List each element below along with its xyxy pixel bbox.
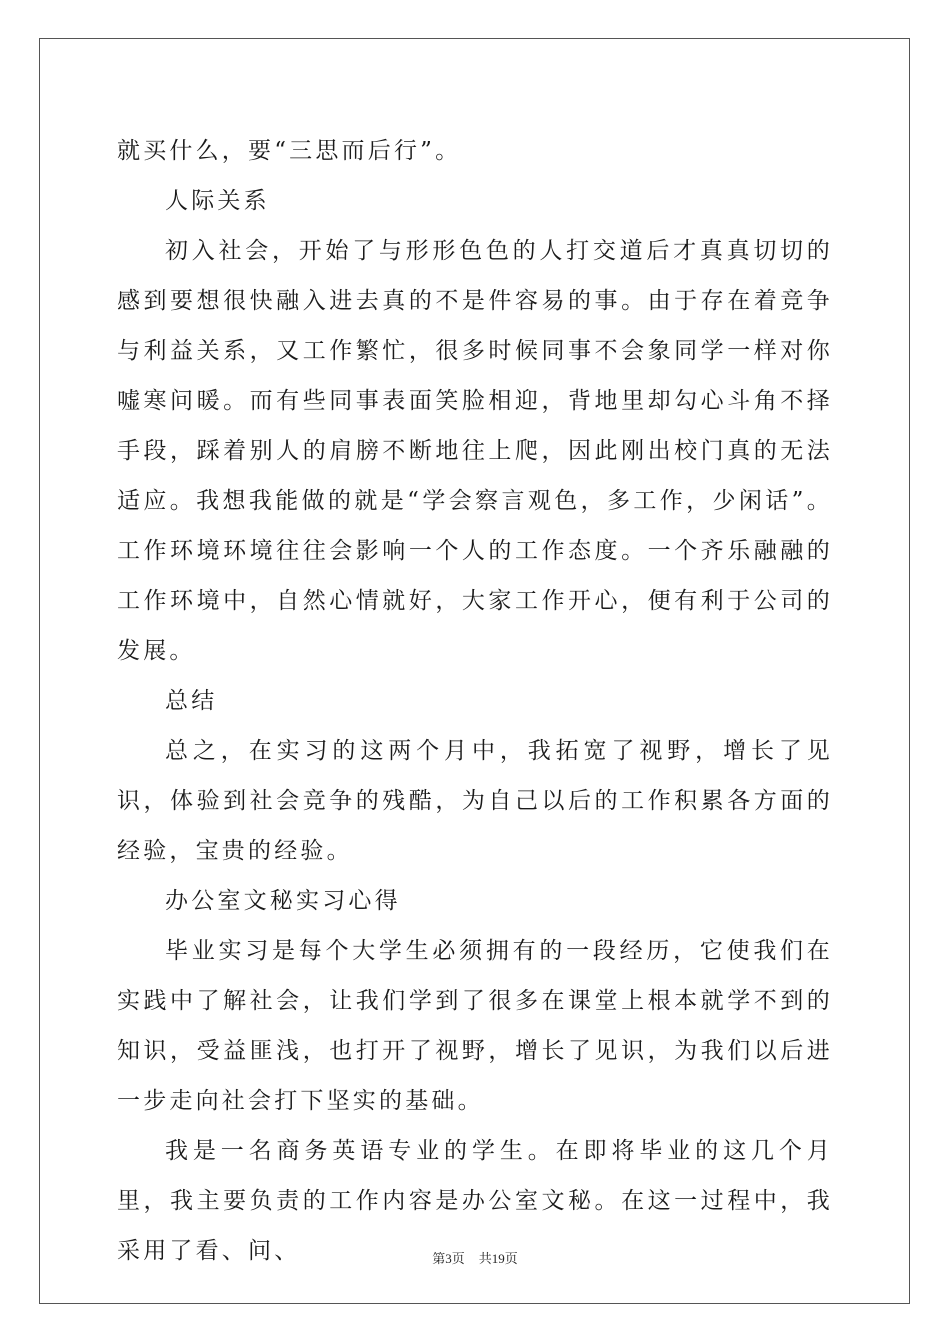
page-total: 共19页: [478, 1251, 518, 1266]
paragraph-interpersonal: 初入社会，开始了与形形色色的人打交道后才真真切切的感到要想很快融入进去真的不是件容易的事。由于存在着竞争与利益关系，又工作繁忙，很多时候同事不会象同学一样对你嘘寒问暖。而有些同事表面笑脸相迎，背地里却勾心斗角不择手段，踩着别人的肩膀不断地往上爬，因此刚出校门真的无法适应。我想我能做的就是“学会察言观色，多工作，少闲话”。工作环境环境往往会影响一个人的工作态度。一个齐乐融融的工作环境中，自然心情就好，大家工作开心，便有利于公司的发展。: [117, 238, 833, 664]
document-body: [117, 126, 833, 1276]
page-number: 第3页: [432, 1251, 465, 1266]
paragraph-student-role: 我是一名商务英语专业的学生。在即将毕业的这几个月里，我主要负责的工作内容是办公室文秘。在这一过程中，我采用了看、问、: [117, 1138, 833, 1264]
paragraph-internship-intro: 毕业实习是每个大学生必须拥有的一段经历，它使我们在实践中了解社会，让我们学到了很多在课堂上根本就学不到的知识，受益匪浅，也打开了视野，增长了见识，为我们以后进一步走向社会打下坚实的基础。: [117, 938, 833, 1114]
heading-interpersonal-relations: 人际关系: [165, 188, 270, 214]
heading-summary: 总结: [165, 688, 218, 714]
page-footer: [0, 1248, 950, 1267]
heading-office-secretary: 办公室文秘实习心得: [165, 888, 401, 914]
paragraph-continued: 就买什么，要“三思而后行”。: [117, 138, 462, 164]
paragraph-summary: 总之，在实习的这两个月中，我拓宽了视野，增长了见识，体验到社会竞争的残酷，为自己以后的工作积累各方面的经验，宝贵的经验。: [117, 738, 833, 864]
